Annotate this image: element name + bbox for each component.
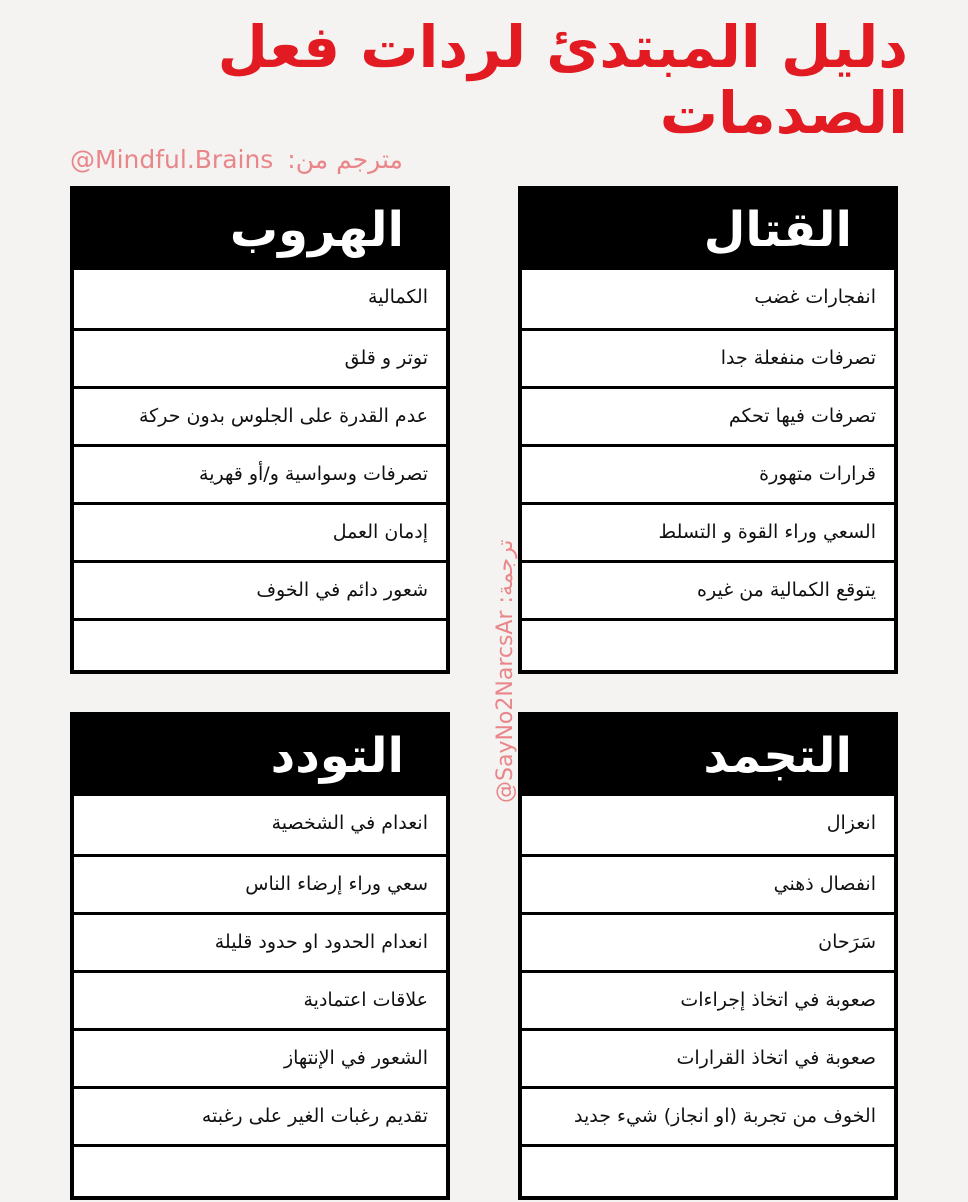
table-row: شعور دائم في الخوف [74,560,446,618]
table-row: صعوبة في اتخاذ إجراءات [522,970,894,1028]
table-row: الكمالية [367,286,428,308]
table-row: إدمان العمل [74,502,446,560]
table-row: انفجارات غضب [754,286,876,308]
table-row: تقديم رغبات الغير على رغبته [74,1086,446,1144]
table-body [522,796,894,1202]
table-body [74,796,446,1202]
translator-label: ترجمة: [493,539,518,604]
table-row [522,1144,894,1202]
table-row: انعدام الحدود او حدود قليلة [74,912,446,970]
table-row: قرارات متهورة [522,444,894,502]
table-row: سَرَحان [522,912,894,970]
source-handle: @Mindful.Brains [70,145,274,174]
table-row: علاقات اعتمادية [74,970,446,1028]
table-row: سعي وراء إرضاء الناس [74,854,446,912]
table-row: انعزال [826,812,876,834]
source-credit [70,145,403,174]
table-row: صعوبة في اتخاذ القرارات [522,1028,894,1086]
table-row: تصرفات منفعلة جدا [522,328,894,386]
table-row: تصرفات وسواسية و/أو قهرية [74,444,446,502]
table-fawn [70,712,450,1200]
table-row: توتر و قلق [74,328,446,386]
table-row: تصرفات فيها تحكم [522,386,894,444]
table-heading-flight: الهروب [74,190,446,270]
translator-handle: @SayNo2NarcsAr [493,610,518,803]
table-row: السعي وراء القوة و التسلط [522,502,894,560]
table-flight [70,186,450,674]
table-row: انفصال ذهني [522,854,894,912]
table-row: يتوقع الكمالية من غيره [522,560,894,618]
table-fight [518,186,898,674]
table-row [74,1144,446,1202]
table-row: عدم القدرة على الجلوس بدون حركة [74,386,446,444]
table-freeze [518,712,898,1200]
table-body [522,270,894,676]
table-row: انعدام في الشخصية [271,812,428,834]
table-heading-fight: القتال [522,190,894,270]
table-heading-fawn: التودد [74,716,446,796]
table-body [74,270,446,676]
source-label: مترجم من: [287,145,403,174]
table-row: الخوف من تجربة (او انجاز) شيء جديد [522,1086,894,1144]
table-row [74,618,446,676]
page-title: دليل المبتدئ لردات فعل الصدمات [217,13,908,147]
table-heading-freeze: التجمد [522,716,894,796]
translator-credit [493,540,518,803]
table-row [522,618,894,676]
table-row: الشعور في الإنتهاز [74,1028,446,1086]
